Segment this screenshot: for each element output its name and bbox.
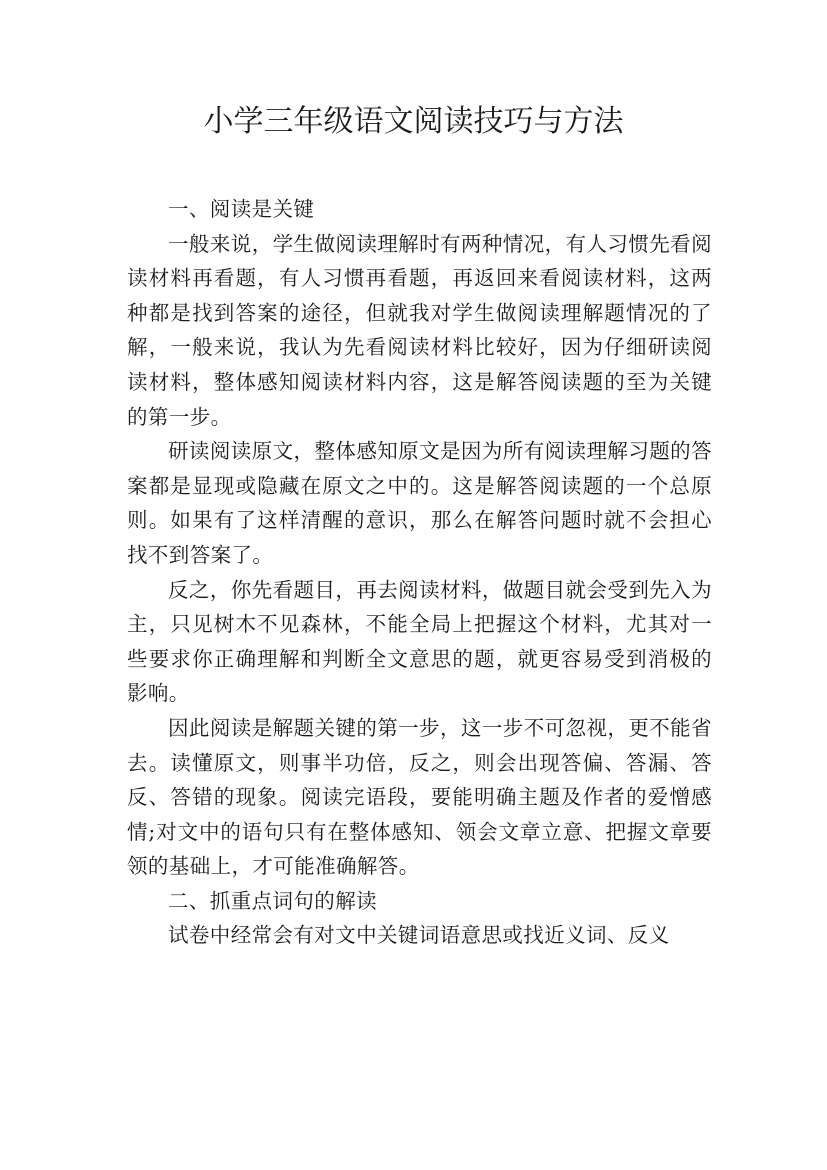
paragraph-3: 反之，你先看题目，再去阅读材料，做题目就会受到先入为主，只见树木不见森林，不能全局上把握这个材料，尤其对一些要求你正确理解和判断全文意思的题，就更容易受到消极的影响。: [127, 577, 712, 706]
document-body: [127, 192, 712, 953]
paragraph-2: 研读阅读原文，整体感知原文是因为所有阅读理解习题的答案都是显现或隐藏在原文之中的。这是解答阅读题的一个总原则。如果有了这样清醒的意识，那么在解答问题时就不会担心找不到答案了。: [127, 439, 712, 567]
paragraph-5: 试卷中经常会有对文中关键词语意思或找近义词、反义: [168, 923, 670, 948]
paragraph-4: 因此阅读是解题关键的第一步，这一步不可忽视，更不能省去。读懂原文，则事半功倍，反之，则会出现答偏、答漏、答反、答错的现象。阅读完语段，要能明确主题及作者的爱憎感情;对文中的语句只有在整体感知、领会文章立意、把握文章要领的基础上，才可能准确解答。: [127, 715, 712, 879]
section-heading-1: 一、阅读是关键: [168, 197, 315, 221]
document-title: 小学三年级语文阅读技巧与方法: [203, 104, 624, 139]
paragraph-1: 一般来说，学生做阅读理解时有两种情况，有人习惯先看阅读材料再看题，有人习惯再看题，再返回来看阅读材料，这两种都是找到答案的途径，但就我对学生做阅读理解题情况的了解，一般来说，我认为先看阅读材料比较好，因为仔细研读阅读材料，整体感知阅读材料内容，这是解答阅读题的至为关键的第一步。: [127, 231, 712, 429]
section-heading-2: 二、抓重点词句的解读: [168, 888, 377, 913]
